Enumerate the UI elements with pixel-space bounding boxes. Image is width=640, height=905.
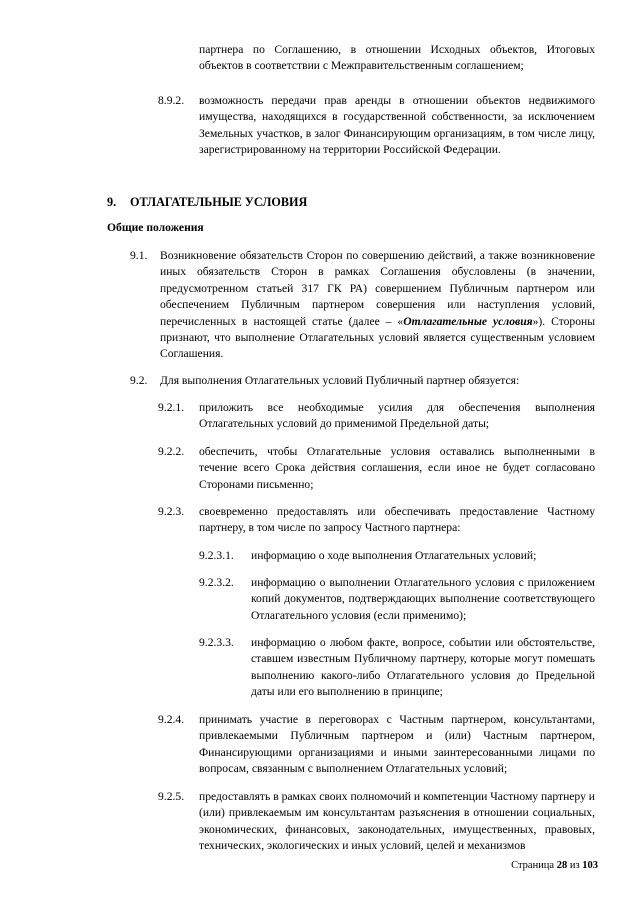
- item-number: 9.2.2.: [158, 445, 185, 458]
- item-number: 8.9.2.: [158, 94, 185, 107]
- clause-text-after: »). Стороны признают, что выполнение Отлагательных условий является существенным условием Соглашения.: [160, 314, 596, 361]
- item-continuation: партнера по Соглашению, в отношении Исходных объектов, Итоговых объектов в соответствии с Межправительственным соглашением;: [199, 43, 595, 73]
- subitem-number: 9.2.3.3.: [199, 636, 234, 649]
- clause-text: Для выполнения Отлагательных условий Публичный партнер обязуется:: [160, 374, 520, 387]
- item-text: предоставлять в рамках своих полномочий и компетенции Частному партнеру и (или) привлекаемым им консультантам разъяснения в отношении социальных, экономических, финансовых, законодательных, имущественных, правовых, технических, экологических и иных условий, целей и механизмов: [199, 790, 595, 853]
- clause-text: [160, 248, 595, 363]
- section-number: 9.: [107, 195, 117, 209]
- page-footer: [511, 858, 598, 874]
- item-number: 9.2.5.: [158, 790, 185, 803]
- item-text: своевременно предоставлять или обеспечивать предоставление Частному партнеру, в том числе по запросу Частного партнера:: [199, 505, 595, 535]
- item-number: 9.2.1.: [158, 401, 185, 414]
- footer-prefix: Страница: [511, 860, 557, 871]
- subitem-number: 9.2.3.2.: [199, 576, 234, 589]
- section-title: ОТЛАГАТЕЛЬНЫЕ УСЛОВИЯ: [130, 195, 308, 209]
- page-number: 28: [556, 860, 568, 871]
- footer-separator: из: [567, 860, 583, 871]
- subitem-text: информацию о ходе выполнения Отлагательных условий;: [251, 549, 537, 562]
- page-total: 103: [582, 860, 598, 871]
- defined-term: Отлагательные условия: [403, 314, 533, 328]
- subitem-text: информацию о выполнении Отлагательного условия с приложением копий документов, подтверждающих выполнение соответствующего Отлагательного условия (если применимо);: [251, 576, 595, 622]
- item-number: 9.2.4.: [158, 713, 185, 726]
- item-text: приложить все необходимые усилия для обеспечения выполнения Отлагательных условий до применимой Предельной даты;: [199, 401, 595, 431]
- clause-number: 9.2.: [130, 374, 148, 387]
- item-text: возможность передачи прав аренды в отношении объектов недвижимого имущества, находящихся в государственной собственности, за исключением Земельных участков, в залог Финансирующим организациям, в том числе лицу, зарегистрированному на территории Российской Федерации.: [199, 94, 595, 157]
- clause-text-before: Возникновение обязательств Сторон по совершению действий, а также возникновение иных обязательств Сторон в рамках Соглашения обусловлены (в значении, предусмотренном статьей 317 ГК РА) совершением Публичным партнером или обеспечением Публичным партнером совершения или наступления условий, перечисленных в настоящей статье (далее – «: [160, 249, 595, 328]
- subitem-text: информацию о любом факте, вопросе, событии или обстоятельстве, ставшем известным Публичному партнеру, которые могут помешать выполнению какого-либо Отлагательного условия до Предельной даты или его выполнению в принципе;: [251, 636, 595, 699]
- item-text: принимать участие в переговорах с Частным партнером, консультантами, привлекаемыми Публичным партнером и (или) Частным партнером, Финансирующими организациями и иными заинтересованными лицами по вопросам, связанным с выполнением Отлагательных условий;: [199, 713, 595, 776]
- item-number: 9.2.3.: [158, 505, 185, 518]
- item-text: обеспечить, чтобы Отлагательные условия оставались выполненными в течение всего Срока действия соглашения, если иное не будет согласовано Сторонами письменно;: [199, 445, 595, 491]
- clause-number: 9.1.: [130, 249, 148, 262]
- subitem-number: 9.2.3.1.: [199, 549, 234, 562]
- section-subheading: Общие положения: [107, 221, 204, 234]
